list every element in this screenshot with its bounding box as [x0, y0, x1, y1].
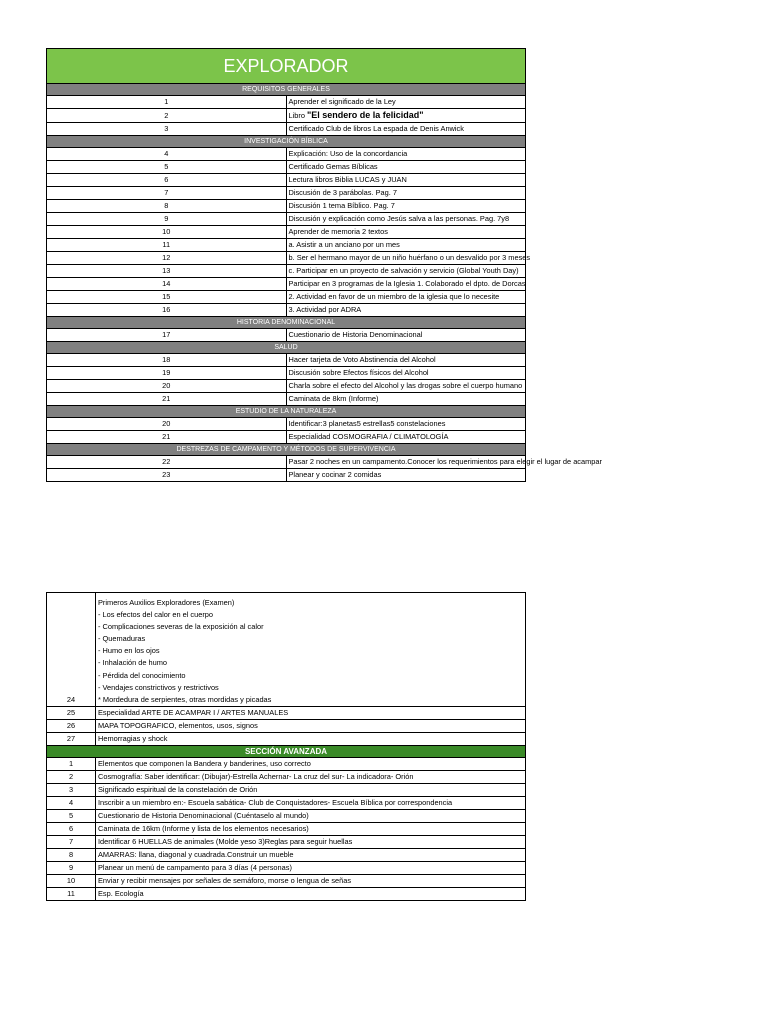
first-aid-line: - Complicaciones severas de la exposición al calor [98, 622, 264, 632]
row-number: 23 [47, 469, 287, 482]
requirement-text: Hacer tarjeta de Voto Abstinencia del Alcohol [286, 354, 526, 367]
row-number: 21 [47, 431, 287, 444]
table-row [47, 148, 526, 161]
row-number: 15 [47, 291, 287, 304]
table-row [47, 187, 526, 200]
table-body [47, 49, 602, 482]
requirement-text: a. Asistir a un anciano por un mes [286, 239, 526, 252]
row-number: 20 [47, 380, 287, 393]
table-row [47, 469, 526, 482]
book-title: "El sendero de la felicidad" [307, 110, 424, 120]
row-number: 20 [47, 418, 287, 431]
first-aid-line: - Pérdida del conocimiento [98, 670, 186, 680]
row-number: 14 [47, 278, 287, 291]
first-aid-line: - Quemaduras [98, 634, 146, 644]
row-number: 6 [47, 822, 96, 835]
requirement-text: Identificar:3 planetas5 estrellas5 constelaciones [286, 418, 526, 431]
row-number: 22 [47, 456, 287, 469]
requirement-text: Aprender de memoria 2 textos [286, 226, 526, 239]
row-number: 1 [47, 96, 287, 109]
table-row [47, 213, 526, 226]
first-aid-line: * Mordedura de serpientes, otras mordidas y picadas [98, 694, 272, 704]
requirement-text: Enviar y recibir mensajes por señales de semáforo, morse o lengua de señas [96, 874, 526, 887]
table-row [47, 239, 526, 252]
section-heading: SECCIÓN AVANZADA [47, 745, 526, 757]
first-aid-line: - Los efectos del calor en el cuerpo [98, 610, 214, 620]
section-header-row [47, 745, 526, 757]
table-row [47, 757, 526, 770]
requirement-text: c. Participar en un proyecto de salvación y servicio (Global Youth Day) [286, 265, 526, 278]
table-row [47, 174, 526, 187]
row-number: 24 [47, 593, 96, 707]
section-heading: INVESTIGACIÓN BÍBLICA [47, 136, 526, 148]
section-header-row [47, 444, 526, 456]
table-row [47, 783, 526, 796]
row-number: 11 [47, 239, 287, 252]
requirement-text: Certificado Club de libros La espada de Denis Anwick [286, 123, 526, 136]
table-row [47, 796, 526, 809]
table-row [47, 770, 526, 783]
requirement-text: Especialidad ARTE DE ACAMPAR I / ARTES MANUALES [96, 706, 526, 719]
requirement-text: Aprender el significado de la Ley [286, 96, 526, 109]
table-row [47, 278, 526, 291]
section-header-row [47, 136, 526, 148]
row-number: 2 [47, 770, 96, 783]
requirement-text: Cuestionario de Historia Denominacional [286, 329, 526, 342]
table-row [47, 874, 526, 887]
requirement-text: Participar en 3 programas de la Iglesia 1. Colaborado el dpto. de Dorcas [286, 278, 526, 291]
table-row [47, 393, 526, 406]
requirement-text: Inscribir a un miembro en:- Escuela sabática- Club de Conquistadores- Escuela Bíblica por correspondencia [96, 796, 526, 809]
row-number: 9 [47, 213, 287, 226]
row-number: 21 [47, 393, 287, 406]
row-number: 3 [47, 783, 96, 796]
row-number: 4 [47, 796, 96, 809]
requirement-text: Certificado Gemas Bíblicas [286, 161, 526, 174]
requirement-text: Planear y cocinar 2 comidas [286, 469, 526, 482]
explorador-requirements-table [46, 48, 602, 482]
row-number: 8 [47, 848, 96, 861]
row-number: 4 [47, 148, 287, 161]
first-aid-line: - Humo en los ojos [98, 646, 160, 656]
section-header-row [47, 317, 526, 329]
first-aid-line: - Vendajes constrictivos y restrictivos [98, 682, 219, 692]
section-heading: REQUISITOS GENERALES [47, 84, 526, 96]
table-row [47, 367, 526, 380]
requirement-text: Caminata de 16km (Informe y lista de los elementos necesarios) [96, 822, 526, 835]
requirement-text: Planear un menú de campamento para 3 días (4 personas) [96, 861, 526, 874]
table-row [47, 456, 526, 469]
page-title: EXPLORADOR [47, 49, 526, 84]
row-number: 5 [47, 161, 287, 174]
table-row [47, 809, 526, 822]
row-number: 7 [47, 187, 287, 200]
row-number: 2 [47, 109, 287, 123]
requirement-text: Cosmografía: Saber identificar: (Dibujar)-Estrella Achernar- La cruz del sur- La indicadora- Orión [96, 770, 526, 783]
table-row [47, 418, 526, 431]
section-heading: HISTORIA DENOMINACIONAL [47, 317, 526, 329]
section-heading: SALUD [47, 342, 526, 354]
table-row [47, 593, 526, 707]
requirement-text: Explicación: Uso de la concordancia [286, 148, 526, 161]
table-row [47, 200, 526, 213]
row-number: 10 [47, 226, 287, 239]
row-number: 1 [47, 757, 96, 770]
requirement-text: Elementos que componen la Bandera y banderines, uso correcto [96, 757, 526, 770]
requirement-text: Pasar 2 noches en un campamento.Conocer los requerimientos para elegir el lugar de acampar [286, 456, 526, 469]
requirement-text: Hemorragias y shock [96, 732, 526, 745]
section-header-row [47, 406, 526, 418]
table-row [47, 161, 526, 174]
requirement-text: Caminata de 8km (Informe) [286, 393, 526, 406]
table-row [47, 887, 526, 900]
row-number: 12 [47, 252, 287, 265]
row-number: 3 [47, 123, 287, 136]
requirement-text: Charla sobre el efecto del Alcohol y las drogas sobre el cuerpo humano [286, 380, 526, 393]
table-row [47, 719, 526, 732]
row-number: 18 [47, 354, 287, 367]
table-row [47, 329, 526, 342]
table-row [47, 706, 526, 719]
requirement-text: AMARRAS: llana, diagonal y cuadrada.Construir un mueble [96, 848, 526, 861]
requirement-text: Esp. Ecología [96, 887, 526, 900]
requirement-text: Discusión de 3 parábolas. Pag. 7 [286, 187, 526, 200]
table-row [47, 354, 526, 367]
row-number: 5 [47, 809, 96, 822]
table-row [47, 109, 526, 123]
title-row [47, 49, 526, 84]
row-number: 13 [47, 265, 287, 278]
row-number: 11 [47, 887, 96, 900]
row-number: 27 [47, 732, 96, 745]
table-row [47, 861, 526, 874]
row-number: 17 [47, 329, 287, 342]
requirement-text: Lectura libros Biblia LUCAS y JUAN [286, 174, 526, 187]
table-row [47, 226, 526, 239]
requirement-text [286, 109, 526, 123]
row-number: 25 [47, 706, 96, 719]
first-aid-requirement [96, 593, 526, 707]
table-body [47, 593, 526, 901]
row-number: 16 [47, 304, 287, 317]
table-row [47, 96, 526, 109]
requirement-text: Identificar 6 HUELLAS de animales (Molde yeso 3)Reglas para seguir huellas [96, 835, 526, 848]
table-row [47, 123, 526, 136]
requirement-text: Discusión sobre Efectos físicos del Alcohol [286, 367, 526, 380]
explorador-requirements-table-continued [46, 592, 526, 901]
table-row [47, 431, 526, 444]
requirement-text: MAPA TOPOGRAFICO, elementos, usos, signos [96, 719, 526, 732]
table-row [47, 822, 526, 835]
first-aid-line: - Inhalación de humo [98, 658, 168, 668]
table-row [47, 265, 526, 278]
requirement-text: Discusión y explicación como Jesús salva a las personas. Pag. 7y8 [286, 213, 526, 226]
table-row [47, 291, 526, 304]
requirement-prefix: Libro [288, 111, 307, 120]
section-header-row [47, 342, 526, 354]
requirement-text: Discusión 1 tema Bíblico. Pag. 7 [286, 200, 526, 213]
table-row [47, 252, 526, 265]
requirement-text: 2. Actividad en favor de un miembro de la iglesia que lo necesite [286, 291, 526, 304]
row-number: 6 [47, 174, 287, 187]
row-number: 26 [47, 719, 96, 732]
section-header-row [47, 84, 526, 96]
section-heading: DESTREZAS DE CAMPAMENTO Y MÉTODOS DE SUPERVIVENCIA [47, 444, 526, 456]
requirement-text: 3. Actividad por ADRA [286, 304, 526, 317]
row-number: 19 [47, 367, 287, 380]
requirement-text: Cuestionario de Historia Denominacional (Cuéntaselo al mundo) [96, 809, 526, 822]
table-row [47, 304, 526, 317]
table-row [47, 732, 526, 745]
row-number: 10 [47, 874, 96, 887]
row-number: 8 [47, 200, 287, 213]
requirement-text: Significado espiritual de la constelación de Orión [96, 783, 526, 796]
first-aid-line: Primeros Auxilios Exploradores (Examen) [98, 598, 235, 607]
requirement-text: Especialidad COSMOGRAFIA / CLIMATOLOGÍA [286, 431, 526, 444]
row-number: 7 [47, 835, 96, 848]
table-row [47, 848, 526, 861]
row-number: 9 [47, 861, 96, 874]
requirement-text: b. Ser el hermano mayor de un niño huérfano o un desvalido por 3 meses [286, 252, 526, 265]
table-row [47, 380, 526, 393]
table-row [47, 835, 526, 848]
section-heading: ESTUDIO DE LA NATURALEZA [47, 406, 526, 418]
